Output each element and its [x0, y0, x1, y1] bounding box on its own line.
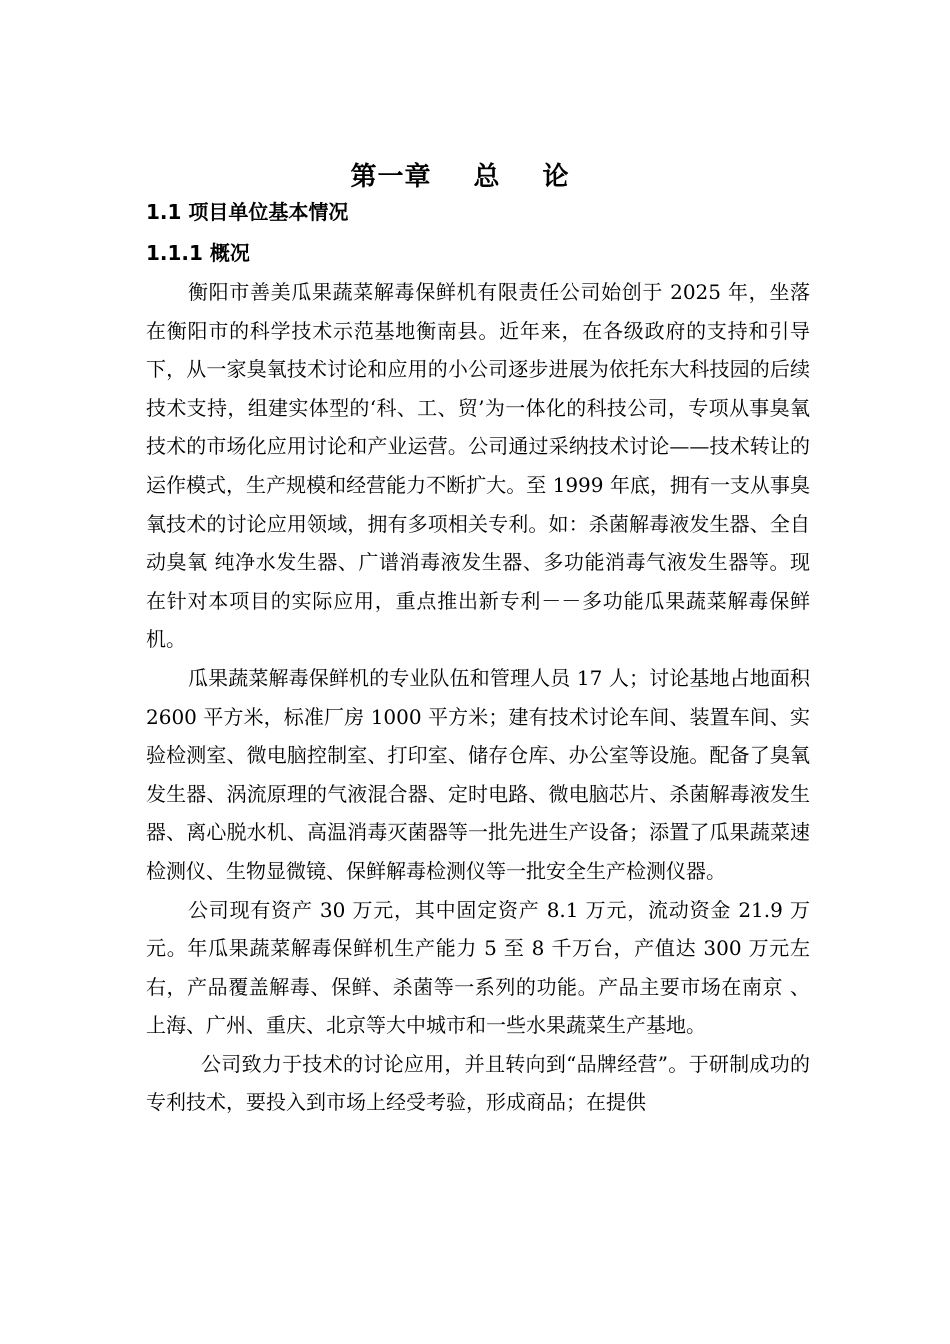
chapter-title-word-1: 总	[473, 162, 501, 192]
chapter-title	[0, 156, 920, 193]
chapter-title-number: 第一章	[350, 162, 432, 192]
chapter-title-word-2: 论	[542, 162, 570, 192]
paragraph-assets: 公司现有资产 30 万元，其中固定资产 8.1 万元，流动资金 21.9 万元。年瓜果蔬菜解毒保鲜机生产能力 5 至 8 千万台，产值达 300 万元左右，产品覆盖解毒、保鲜、杀菌等一系列的功能。产品主要市场在南京 、上海、广州、重庆、北京等大中城市和一些水果蔬菜生产基地。	[146, 897, 810, 1038]
subsection-heading: 1.1.1 概况	[146, 241, 250, 265]
paragraph-brand-strategy: 公司致力于技术的讨论应用，并且转向到“品牌经营”。于研制成功的专利技术，要投入到市场上经受考验，形成商品；在提供	[146, 1051, 810, 1115]
paragraph-overview: 衡阳市善美瓜果蔬菜解毒保鲜机有限责任公司始创于 2025 年，坐落在衡阳市的科学技术示范基地衡南县。近年来，在各级政府的支持和引导下，从一家臭氧技术讨论和应用的小公司逐步进展为依托东大科技园的后续技术支持，组建实体型的‘科、工、贸’为一体化的科技公司，专项从事臭氧技术的市场化应用讨论和产业运营。公司通过采纳技术讨论——技术转让的运作模式，生产规模和经营能力不断扩大。至 1999 年底，拥有一支从事臭氧技术的讨论应用领域，拥有多项相关专利。如：杀菌解毒液发生器、全自动臭氧 纯净水发生器、广谱消毒液发生器、多功能消毒气液发生器等。现在针对本项目的实际应用，重点推出新专利－－多功能瓜果蔬菜解毒保鲜机。	[146, 280, 810, 652]
section-heading: 1.1 项目单位基本情况	[146, 200, 349, 224]
body-text	[146, 273, 810, 1122]
paragraph-team-facilities: 瓜果蔬菜解毒保鲜机的专业队伍和管理人员 17 人；讨论基地占地面积 2600 平方米，标准厂房 1000 平方米；建有技术讨论车间、装置车间、实验检测室、微电脑控制室、打印室、储存仓库、办公室等设施。配备了臭氧发生器、涡流原理的气液混合器、定时电路、微电脑芯片、杀菌解毒液发生器、离心脱水机、高温消毒灭菌器等一批先进生产设备；添置了瓜果蔬菜速检测仪、生物显微镜、保鲜解毒检测仪等一批安全生产检测仪器。	[146, 665, 810, 883]
